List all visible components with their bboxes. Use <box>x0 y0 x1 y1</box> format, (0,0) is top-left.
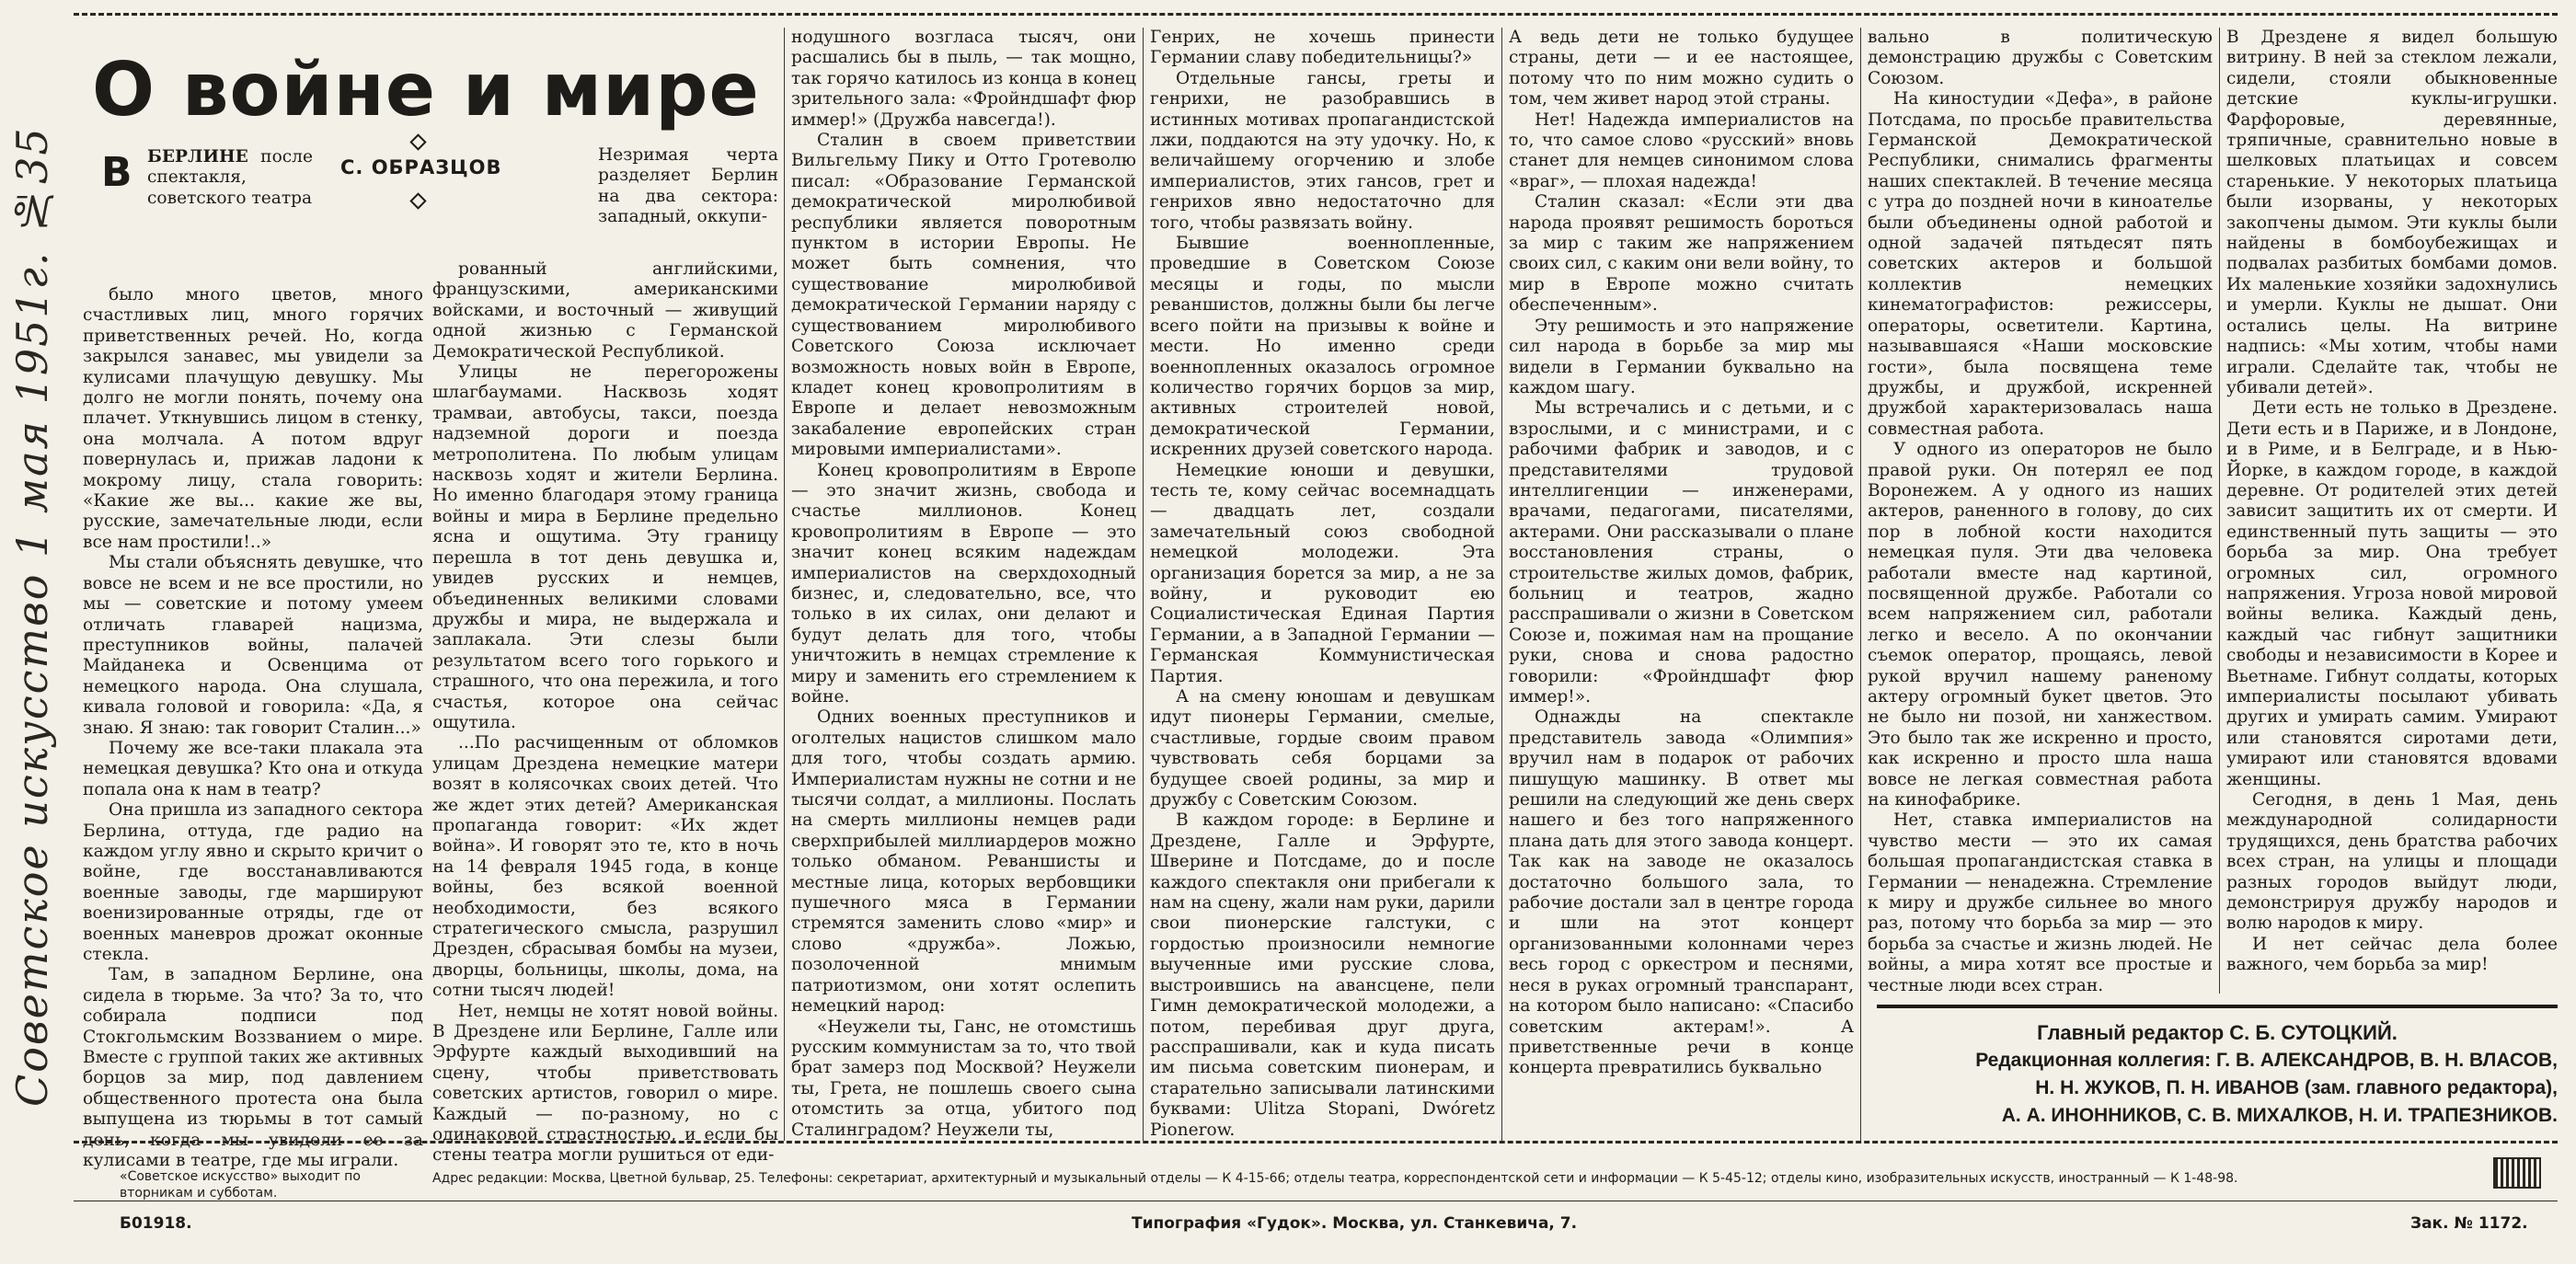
column-body <box>1509 28 1854 1079</box>
article-columns <box>74 28 2558 1171</box>
paragraph: Сегодня, в день 1 Мая, день международной солидарности трудящихся, день братства рабочих всех стран, на улицы и площади разных городов выйдут люди, демонстрируя дружбу народов и волю народов к миру. <box>2226 790 2558 934</box>
column-body <box>83 285 423 1171</box>
column-body <box>791 28 1136 1141</box>
paragraph: Мы встречались и с детьми, и с взрослыми, и с министрами, и с рабочими фабрик и заводов, и с представителями трудовой интеллигенции — инженерами, врачами, педагогами, писателями, актерами. Они рассказывали о плане восстановления страны, о строительстве жилых домов, фабрик, больниц и театров, жадно расспрашивали о жизни в Советском Союзе и, пожимая нам на прощание руки, снова и снова радостно говорили: «Фройндшафт фюр иммер!». <box>1509 398 1854 707</box>
author-byline: С. ОБРАЗЦОВ <box>340 156 502 178</box>
editorial-board-line: А. А. ИНОННИКОВ, С. В. МИХАЛКОВ, Н. И. ТРАПЕЗНИКОВ. <box>2001 1105 2558 1126</box>
lead-right-text: Незримая черта разделяет Берлин на два сектора: западный, оккупи- <box>598 145 778 227</box>
paragraph: В каждом городе: в Берлине и Дрездене, Галле и Эрфурте, Шверине и Потсдаме, до и после каждого спектакля они прибегали к нам на сцену, жали нам руки, дарили свои пионерские галстуки, с гордостью произносили немногие выученные ими русские слова, выстроившись на авансцене, пели Гимн демократической молодежи, а потом, перебивая друг друга, расспрашивали, как и куда писать им письма советским пионерам, и старательно записывали латинскими буквами: Ulitza Stopani, Dwóretz Pionerow. <box>1150 810 1495 1140</box>
paragraph: Мы стали объяснять девушке, что вовсе не всем и не все простили, но мы — советские и потому умеем отличать главарей нацизма, преступников войны, палачей Майданека и Освенцима от немецкого народа. Она слушала, кивала головой и говорила: «Да, я знаю. Я знаю: так говорит Сталин...» <box>83 553 423 738</box>
column-divider <box>1143 28 1144 1141</box>
column-body <box>2226 28 2558 976</box>
paragraph: было много цветов, много счастливых лиц, много горячих приветственных речей. Но, когда закрылся занавес, мы увидели за кулисами плачущую девушку. Мы долго не могли понять, почему она плачет. Уткнувшись лицом в стенку, она молчала. А потом вдруг повернулась и, прижав ладони к мокрому лицу, стала говорить: «Какие же вы... какие же вы, русские, замечательные люди, если все нам простили!..» <box>83 285 423 552</box>
article-column-4 <box>1150 28 1495 1140</box>
paragraph: Конец кровопролитиям в Европе — это значит жизнь, свобода и счастье миллионов. Конец кровопролитиям в Европе — это значит конец всяким надеждам империалистов на сверхдоходный бизнес, и, следовательно, все, что только в их силах, они делают и будут делать для того, чтобы уничтожить в немцах стремление к миру и заменить его стремлением к войне. <box>791 460 1136 707</box>
column-divider <box>784 28 785 1141</box>
paragraph: ...По расчищенным от обломков улицам Дрездена немецкие матери возят в колясочках своих детей. Что же ждет этих детей? Американская пропаганда говорит: «Их ждет война». И говорят это те, кто в ночь на 14 февраля 1945 года, в конце войны, без всякой военной необходимости, без всякого стратегического смысла, разрушил Дрезден, сбрасывая бомбы на музеи, дворцы, больницы, школы, дома, на сотни тысяч людей! <box>432 733 778 1001</box>
column-divider <box>1860 28 1861 1141</box>
paragraph: Бывшие военнопленные, проведшие в Советском Союзе месяцы и годы, по мысли реваншистов, должны были бы легче всего пойти на призывы к войне и мести. Но именно среди военнопленных оказалось огромное количество горячих борцов за мир, активных строителей новой, демократической Германии, искренних друзей советского народа. <box>1150 234 1495 460</box>
editorial-board <box>1877 1005 2558 1148</box>
editorial-board-line: Редакционная коллегия: Г. В. АЛЕКСАНДРОВ, В. Н. ВЛАСОВ, <box>1975 1050 2558 1071</box>
article-column-3 <box>791 28 1136 1140</box>
paragraph: вально в политическую демонстрацию дружбы с Советским Союзом. <box>1868 28 2213 88</box>
paragraph: На киностудии «Дефа», в районе Потсдама, по просьбе правительства Германской Демократической Республики, снимались фрагменты наших спектаклей. В течение месяца с утра до поздней ночи в киноателье были объединены одной работой и одной задачей пятьдесят пять советских актеров и большой коллектив немецких кинематографистов: режиссеры, операторы, осветители. Картина, называвшаяся «Наши московские гости», была посвящена теме дружбы, и дружбой, искренней дружбой характеризовалась наша совместная работа. <box>1868 89 2213 439</box>
paragraph: Отдельные гансы, греты и генрихи, не разобравшись в истинных мотивах пропагандистской лжи, поддаются на эту удочку. Но, к величайшему огорчению и злобе империалистов, этих гансов, грет и генрихов явно недостаточно для того, чтобы развязать войну. <box>1150 68 1495 233</box>
print-code: Б01918. <box>120 1214 192 1233</box>
chief-editor: Главный редактор С. Б. СУТОЦКИЙ. <box>2037 1021 2398 1044</box>
paragraph: Эту решимость и это напряжение сил народа в борьбе за мир мы видели в Германии буквально на каждом шагу. <box>1509 316 1854 397</box>
order-number: Зак. № 1172. <box>2410 1214 2528 1233</box>
publication-schedule: «Советское искусство» выходит по вторникам и субботам. <box>120 1169 361 1201</box>
handwritten-margin-note: Советское искусство 1 мая 1951г. №35 <box>7 126 57 1107</box>
paragraph: Немецкие юноши и девушки, тесть те, кому сейчас восемнадцать — двадцать лет, создали замечательный союз свободной немецкой молодежи. Эта организация борется за мир, а не за войну, и руководит ею Социалистическая Единая Партия Германии, а в Западной Германии — Германская Коммунистическая Партия. <box>1150 460 1495 686</box>
paragraph: Улицы не перегорожены шлагбаумами. Насквозь ходят трамваи, автобусы, такси, поезда надземной дороги и поезда метрополитена. По любым улицам насквозь ходят и жители Берлина. Но именно благодаря этому граница войны и мира в Берлине предельно ясна и ощутима. Эту границу перешла в тот день девушка и, увидев русских и немцев, объединенных великими словами дружбы и мира, не выдержала и заплакала. Эти слезы были результатом всего того горького и страшного, что она пережила, и того счастья, которое она сейчас ощутила. <box>432 362 778 732</box>
column-divider <box>2219 28 2220 994</box>
paragraph: А ведь дети не только будущее страны, дети — и ее настоящее, потому что по ним можно судить о том, чем живет народ этой страны. <box>1509 28 1854 109</box>
editorial-board-line: Н. Н. ЖУКОВ, П. Н. ИВАНОВ (зам. главного редактора), <box>2035 1077 2558 1098</box>
paragraph: Одних военных преступников и оголтелых нацистов слишком мало для того, чтобы создать армию. Империалистам нужны не сотни и не тысячи солдат, а миллионы. Послать на смерть миллионы немцев ради сверхприбылей миллиардеров можно только обманом. Реваншисты и местные лица, которых вербовщики пушечного мяса в Германии стремятся заменить слово «мир» и слово «дружба». Ложью, позолоченной мнимым патриотизмом, они хотят ослепить немецкий народ: <box>791 707 1136 1017</box>
article-column-7 <box>2226 28 2558 994</box>
paragraph: Генрих, не хочешь принести Германии славу победительницы?» <box>1150 28 1495 68</box>
article-column-2 <box>432 28 778 1166</box>
top-dashed-rule <box>74 13 2558 21</box>
editorial-address: Адрес редакции: Москва, Цветной бульвар, 25. Телефоны: секретариат, архитектурный и музыкальный отделы — К 4-15-66; отделы театра, корреспондентской сети и информации — К 5-45-12; отделы кино, изобразительных искусств, иностранный — К 1-48-98. <box>432 1171 2238 1186</box>
paragraph: Сталин в своем приветствии Вильгельму Пику и Отто Гротеволю писал: «Образование Германской демократической миролюбивой республики является поворотным пунктом в истории Европы. Не может быть сомнения, что существование миролюбивой демократической Германии наряду с существованием миролюбивого Советского Союза исключает возможность новых войн в Европе, кладет конец кровопролитиям в Европе и делает невозможным закабаление европейских стран мировыми империалистами». <box>791 131 1136 460</box>
print-mark-icon <box>2493 1157 2541 1189</box>
paragraph: Нет, немцы не хотят новой войны. В Дрездене или Берлине, Галле или Эрфурте каждый выходивший на сцену, чтобы приветствовать советских артистов, говорил о мире. Каждый — по-разному, но с одинаковой страстностью, и если бы стены театра могли рушиться от еди- <box>432 1001 778 1166</box>
paragraph: Однажды на спектакле представитель завода «Олимпия» вручил нам в подарок от рабочих пишущую машинку. В ответ мы решили на следующий же день сверх нашего и без того напряженного плана дать для этого завода концерт. Так как на заводе не оказалось достаточно большого зала, то рабочие достали зал в центре города и шли на этот концерт организованными колоннами через весь город с оркестром и песнями, неся в руках огромный транспарант, на котором было написано: «Спасибо советским актерам!». А приветственные речи в конце концерта превратились буквально <box>1509 707 1854 1078</box>
paragraph: нодушного возгласа тысяч, они расшались бы в пыль, — так мощно, так горячо катилось из конца в конец зрительного зала: «Фройндшафт фюр иммер!» (Дружба навсегда!). <box>791 28 1136 130</box>
column-body <box>432 259 778 1166</box>
headline: О войне и мире <box>92 47 760 132</box>
column-divider <box>1501 28 1502 1141</box>
paragraph: Почему же все-таки плакала эта немецкая девушка? Кто она и откуда попала она к нам в театр? <box>83 738 423 799</box>
paragraph: И нет сейчас дела более важного, чем борьба за мир! <box>2226 934 2558 975</box>
paragraph: Сталин сказал: «Если эти два народа проявят решимость бороться за мир с таким же напряжением своих сил, с каким они вели войну, то мир в Европе можно считать обеспеченным». <box>1509 192 1854 316</box>
paragraph: В Дрездене я видел большую витрину. В ней за стеклом лежали, сидели, стояли обыкновенные детские куклы-игрушки. Фарфоровые, деревянные, тряпичные, сравнительно новые в шелковых платьицах и совсем старенькие. У некоторых платьица были изорваны, у некоторых закопчены дымом. Эти куклы были найдены в бомбоубежищах и подвалах разбитых бомбами домов. Их маленькие хозяйки задохнулись и умерли. Куклы не дышат. Они остались целы. На витрине надпись: «Мы хотим, чтобы нами играли. Сделайте так, чтобы не убивали детей». <box>2226 28 2558 397</box>
column-body <box>1868 28 2213 996</box>
lead-rest: после спектакля, советского театра <box>147 147 313 208</box>
article-column-6 <box>1868 28 2213 994</box>
paragraph: Там, в западном Берлине, она сидела в тюрьме. За что? За то, что собирала подписи под Стокгольмским Воззванием о мире. Вместе с группой таких же активных борцов за мир, под давлением общественного протеста она была выпущена из тюрьмы в тот самый день, когда мы увидели ее за кулисами в театре, где мы играли. <box>83 965 423 1171</box>
column-body <box>1150 28 1495 1141</box>
paragraph: У одного из операторов не было правой руки. Он потерял ее под Воронежем. А у одного из наших актеров, раненного в голову, до сих пор в лобной кости находится немецкая пуля. Эти два человека работали вместе над картиной, посвященной дружбе. Работали со всем напряжением сил, работали легко и весело. А по окончании съемок оператор, прощаясь, левой рукой вручил нашему раненому актеру огромный букет цветов. Это не было ни позой, ни ханжеством. Это было так же искренно и просто, как искренно и просто шла наша вовсе не легкая совместная работа на кинофабрике. <box>1868 440 2213 810</box>
paragraph: Нет! Надежда империалистов на то, что самое слово «русский» вновь станет для немцев синонимом слова «враг», — плохая надежда! <box>1509 109 1854 191</box>
paragraph: рованный английскими, французскими, американскими войсками, и восточный — живущий одной жизнью с Германской Демократической Республикой. <box>432 259 778 362</box>
printer-info: Типография «Гудок». Москва, ул. Станкевича, 7. <box>1132 1214 1578 1233</box>
lead-first-word: БЕРЛИНЕ <box>147 147 248 167</box>
lead-text <box>147 147 313 209</box>
article-column-5 <box>1509 28 1854 1132</box>
paragraph: Она пришла из западного сектора Берлина, оттуда, где радио на каждом углу явно и скрыто кричит о войне, где восстанавливаются военные заводы, где маршируют военизированные отряды, где от военных маневров дрожат оконные стекла. <box>83 800 423 964</box>
paragraph: А на смену юношам и девушкам идут пионеры Германии, смелые, счастливые, гордые своим правом чувствовать себя борцами за будущее своей родины, за мир и дружбу с Советским Союзом. <box>1150 687 1495 810</box>
paragraph: Нет, ставка империалистов на чувство мести — это их самая большая пропагандистская ставка в Германии — ненадежна. Стремление к миру и дружбе сильнее во много раз, потому что борьба за мир — это борьба за счастье и жизнь людей. Не войны, а мира хотят все простые и честные люди всех стран. <box>1868 810 2213 995</box>
paragraph: Дети есть не только в Дрездене. Дети есть и в Париже, и в Лондоне, и в Риме, и в Белграде, и в Нью-Йорке, в каждом городе, в каждой деревне. От родителей этих детей зависит защитить их от смерти. И единственный путь защиты — это борьба за мир. Она требует огромных сил, огромного напряжения. Угроза новой мировой войны велика. Каждый день, каждый час гибнут защитники свободы и независимости в Корее и Вьетнаме. Гибнут солдаты, которых империалисты посылают убивать других и умирать самим. Умирают или становятся сиротами дети, умирают или становятся вдовами женщины. <box>2226 398 2558 789</box>
paragraph: «Неужели ты, Ганс, не отомстишь русским коммунистам за то, что твой брат замерз под Москвой? Неужели ты, Грета, не пошлешь своего сына отомстить за отца, убитого под Сталинградом? Неужели ты, <box>791 1017 1136 1140</box>
drop-cap: В <box>101 149 132 196</box>
footer-dashed-rule <box>74 1141 2558 1143</box>
